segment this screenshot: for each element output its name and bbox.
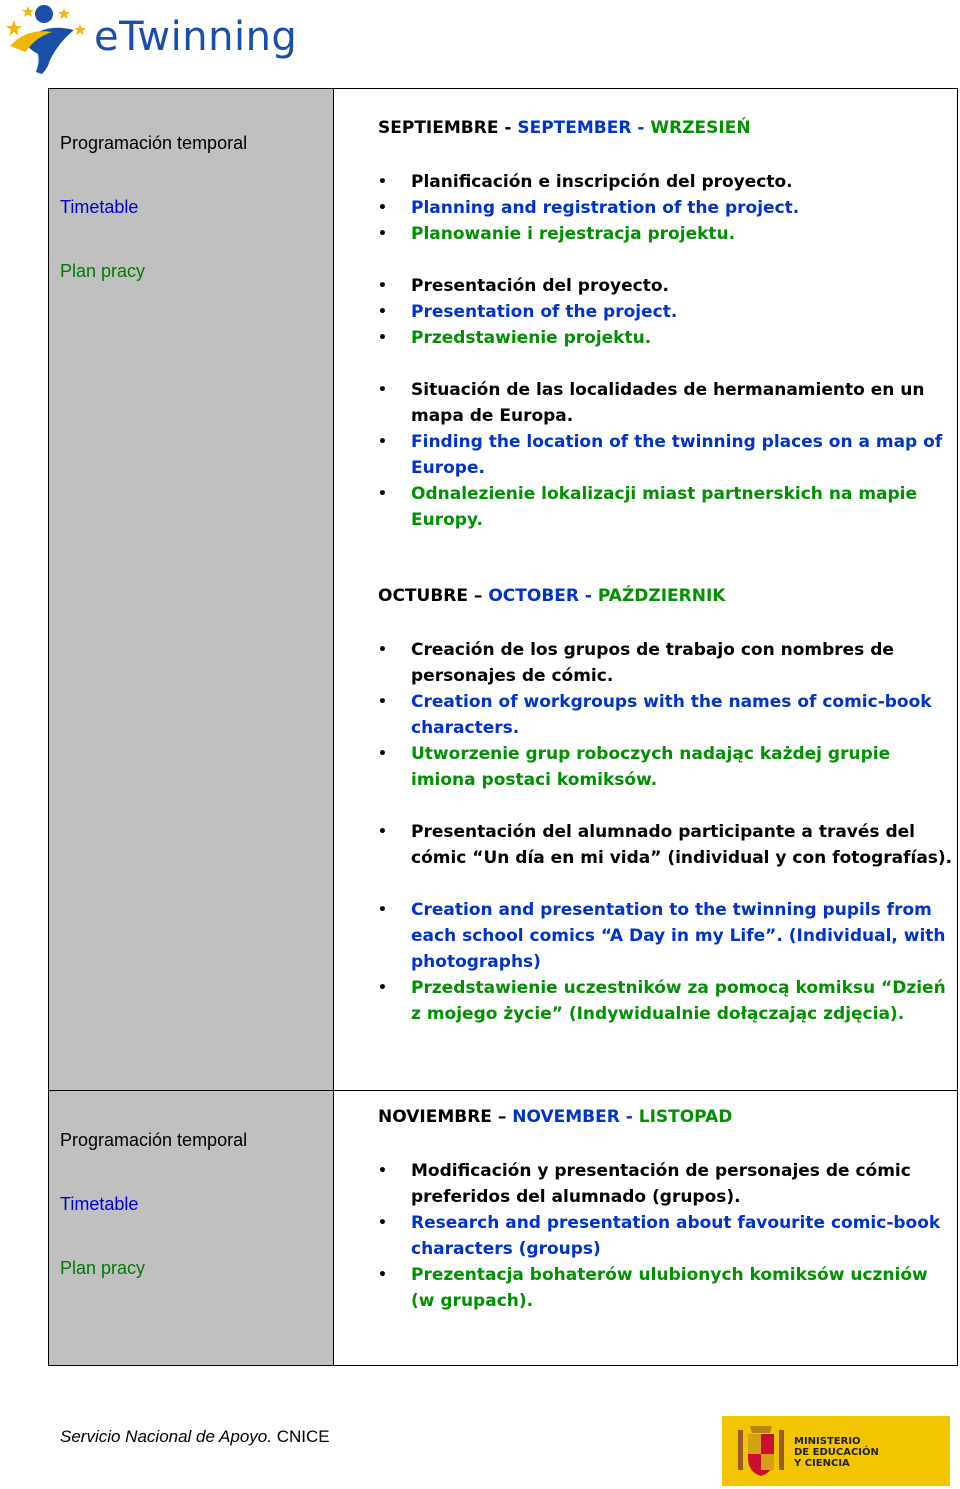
list-item: • Planificación e inscripción del proyecto. — [378, 172, 793, 192]
logo-text: eTwinning — [94, 14, 298, 60]
footer-text: Servicio Nacional de Apoyo. CNICE — [60, 1427, 330, 1446]
list-item: • Presentación del proyecto. — [378, 276, 669, 296]
list-item: • Prezentacja bohaterów ulubionych komiksów uczniów (w grupach). — [378, 1265, 928, 1311]
list-item: • Presentación del alumnado participante a través del cómic “Un día en mi vida” (individual y con fotografías). — [378, 822, 953, 868]
label-timetable: Timetable — [60, 197, 139, 217]
row-divider — [48, 1090, 958, 1091]
list-item: • Planowanie i rejestracja projektu. — [378, 224, 736, 244]
list-item: • Odnalezienie lokalizacji miast partnerskich na mapie Europy. — [378, 484, 918, 530]
list-item: • Finding the location of the twinning places on a map of Europe. — [378, 432, 943, 478]
spanish-coat-of-arms-icon — [736, 1424, 786, 1480]
ministry-name: MINISTERIO DE EDUCACIÓN Y CIENCIA — [794, 1436, 879, 1469]
list-item: • Przedstawienie uczestników za pomocą komiksu “Dzień z mojego życie” (Indywidualnie dołączając zdjęcia). — [378, 978, 946, 1024]
label-timetable: Timetable — [60, 1194, 139, 1214]
list-item: • Presentation of the project. — [378, 302, 678, 322]
etwinning-stars-figure-icon — [4, 2, 96, 82]
list-item: • Research and presentation about favourite comic-book characters (groups) — [378, 1213, 941, 1259]
header — [0, 0, 960, 80]
month-heading-november: NOVIEMBRE – NOVEMBER - LISTOPAD — [378, 1107, 733, 1127]
list-item: • Utworzenie grup roboczych nadając każdej grupie imiona postaci komiksów. — [378, 744, 891, 790]
label-plan-pracy: Plan pracy — [60, 261, 146, 281]
ministry-logo — [722, 1416, 950, 1486]
label-programacion: Programación temporal — [60, 133, 248, 153]
list-item: • Modificación y presentación de personajes de cómic preferidos del alumnado (grupos). — [378, 1161, 911, 1207]
label-programacion: Programación temporal — [60, 1130, 248, 1150]
list-item: • Creation and presentation to the twinning pupils from each school comics “A Day in my Life”. (Individual, with photographs) — [378, 900, 946, 972]
label-plan-pracy: Plan pracy — [60, 1258, 146, 1278]
month-heading-september: SEPTIEMBRE - SEPTEMBER - WRZESIEŃ — [378, 118, 751, 138]
list-item: • Creación de los grupos de trabajo con nombres de personajes de cómic. — [378, 640, 894, 686]
list-item: • Situación de las localidades de hermanamiento en un mapa de Europa. — [378, 380, 925, 426]
list-item: • Planning and registration of the project. — [378, 198, 800, 218]
list-item: • Przedstawienie projektu. — [378, 328, 652, 348]
month-heading-october: OCTUBRE – OCTOBER - PAŹDZIERNIK — [378, 586, 726, 606]
list-item: • Creation of workgroups with the names of comic-book characters. — [378, 692, 932, 738]
